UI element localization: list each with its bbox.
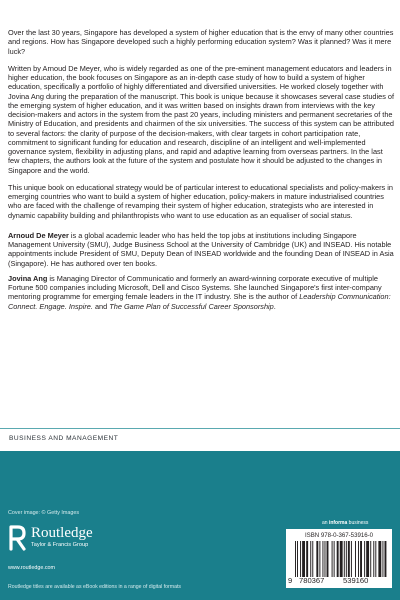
author-bio-arnoud [8,231,396,268]
imprint-brand: informa [328,520,348,526]
barcode-digits-left: 780367 [299,576,325,585]
blurb-intro: Over the last 30 years, Singapore has developed a system of higher education that is the envy of many other countries and regions. How has Singapore developed such a highly performing education system? Was it planned? Was it mere luck? [8,28,394,56]
barcode-digits [286,576,392,586]
barcode-lead-digit: 9 [288,576,293,585]
blurb-main: Written by Arnoud De Meyer, who is widely regarded as one of the pre-eminent management educators and leaders in higher education, the book focuses on Singapore as an in-depth case study of how to build a system of higher education, specifically a portfolio of highly differentiated and diversified universities. He worked closely together with Jovina Ang during the preparation of the manuscript. This book is unique because it showcases several case studies of the emerging system of higher education, and it was written based on insights drawn from interviews with the key decision-makers and actors in the system from the past 20 years, including ministers and permanent secretaries of the Ministry of Education, and presidents and chairmen of the six universities. The success of this system can be attributed to several factors: the clarity of purpose of the decision-makers, with clear targets in cohort participation rate, commitment to significant funding for education and research, discipline of an intelligent and well-implemented governance system, flexibility in adjusting plans, and rapid and adaptive learning from overseas partners. In the last few chapters, the authors look at the future of the system and postulate how it should be adjusted to the changes in Singapore and the world. [8,63,395,175]
publisher-group: Taylor & Francis Group [31,542,89,548]
author-name-jovina: Jovina Ang [8,273,48,283]
author-name-arnoud: Arnoud De Meyer [8,230,69,240]
subject-band [0,429,400,451]
imprint-prefix: an [322,520,329,526]
author-bio-jovina [8,274,396,311]
subject-category: BUSINESS AND MANAGEMENT [9,435,119,442]
author-bio-arnoud-text: is a global academic leader who has held the top jobs at institutions including Singapore Management University (SMU), Judge Business School at the University of Cambridge (UK) and INSEAD. His notable appointments include President of SMU, Deputy Dean of INSEAD worldwide and the founding Dean of INSEAD in Asia (Singapore). He has authored over ten books. [8,230,394,268]
isbn-barcode-box [286,529,392,588]
informa-imprint [322,520,368,526]
book-title-game-plan: The Game Plan of Successful Career Sponsorship [109,301,274,311]
author-bio-jovina-text: is Managing Director of Communicatio and formerly an award-winning corporate executive of multiple Fortune 500 companies including Microsoft, Dell and Cisco Systems. She launched Singapore's first inter-company mentoring programme for emerging female leaders in the IT industry. She is the author of [8,273,382,302]
barcode-digits-right: 539160 [343,576,369,585]
publisher-panel [0,451,400,600]
ebook-note: Routledge titles are available as eBook editions in a range of digital formats [8,584,182,590]
barcode-bars-icon [295,541,387,577]
imprint-suffix: business [347,520,369,526]
isbn-number: ISBN 978-0-367-53916-0 [304,532,374,539]
blurb-audience: This unique book on educational strategy would be of particular interest to educational specialists and policy-makers in emerging countries who want to build a system of higher education, policy-makers in mature industrialised countries who are faced with the challenge of revamping their system of higher education, strategists who are interested in dynamic capability building and philanthropists who want to use education as an equaliser of social status. [8,182,393,220]
routledge-r-icon [8,525,28,551]
publisher-website: www.routledge.com [8,565,56,571]
text-column [8,28,396,317]
routledge-logo [8,525,128,559]
bio-end-punctuation: . [273,301,276,311]
publisher-name: Routledge [31,525,93,541]
book-title-leadership-communication: Leadership Communication: Connect. Engage. Inspire. [8,292,391,311]
bio-conjunction: and [92,301,110,311]
cover-image-credit: Cover image: © Getty Images [8,510,80,516]
